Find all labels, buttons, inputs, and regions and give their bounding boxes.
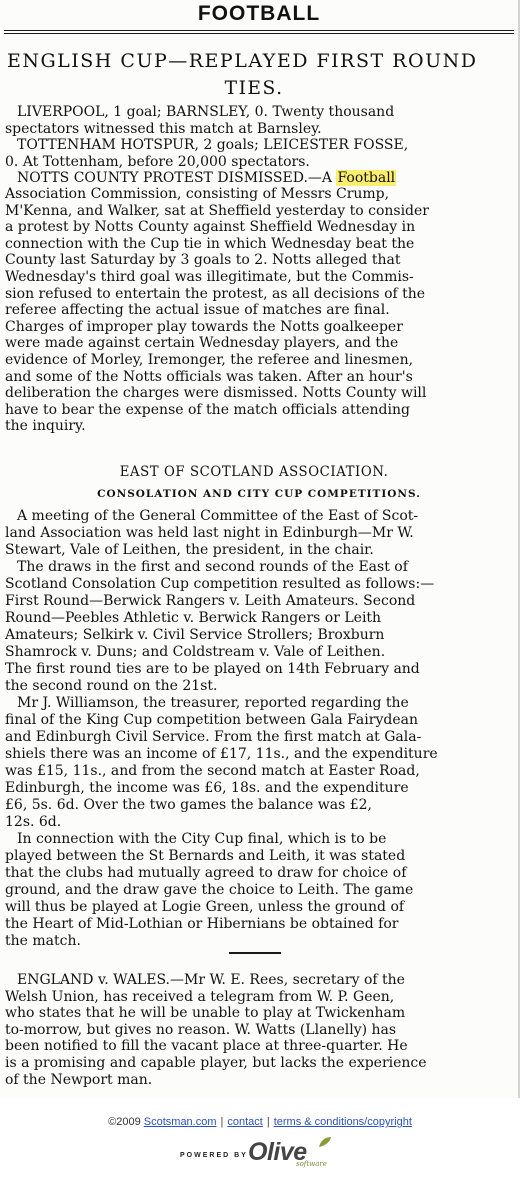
block-c-line: that the clubs had mutually agreed to draw for choice of — [5, 865, 407, 881]
block-c-line: Scotland Consolation Cup competition resulted as follows:— — [5, 576, 435, 592]
block-c-line: Amateurs; Selkirk v. Civil Service Strollers; Broxburn — [5, 627, 385, 643]
block-c-line: Shamrock v. Duns; and Coldstream v. Vale of Leithen. — [5, 644, 386, 660]
rule-top — [4, 30, 514, 31]
block-c-line: The first round ties are to be played on 14th February and — [5, 661, 420, 677]
terms-link[interactable]: terms & conditions/copyright — [273, 1116, 412, 1128]
main-heading-2: TIES. — [224, 77, 284, 99]
block-b-line: a protest by Notts County against Sheffield Wednesday in — [5, 219, 416, 236]
block-c-line: was £15, 11s., and from the second match at Easter Road, — [5, 763, 420, 779]
block-b-line: Association Commission, consisting of Messrs Crump, — [5, 186, 390, 202]
contact-link[interactable]: contact — [227, 1116, 263, 1128]
copyright-text: ©2009 — [108, 1116, 144, 1128]
block-c-line: In connection with the City Cup final, which is to be — [17, 831, 387, 847]
block-c-line: First Round—Berwick Rangers v. Leith Amateurs. Second — [5, 593, 416, 609]
main-heading: ENGLISH CUP—REPLAYED FIRST ROUND — [7, 50, 478, 72]
block-b-line: evidence of Morley, Iremonger, the referee and linesmen, — [5, 352, 414, 368]
block-b-line: the inquiry. — [5, 418, 86, 435]
block-c-line: played between the St Bernards and Leith, it was stated — [5, 848, 406, 864]
block-a-line: TOTTENHAM HOTSPUR, 2 goals; LEICESTER FOSSE, — [17, 137, 409, 153]
block-c-line: the second round on the 21st. — [5, 678, 218, 694]
block-b-line: Wednesday's third goal was illegitimate, but the Commis- — [5, 269, 414, 285]
separator: | — [220, 1116, 224, 1128]
notts-lead-line — [17, 170, 396, 186]
block-d-line: Welsh Union, has received a telegram from W. P. Geen, — [5, 988, 395, 1005]
leaf-icon — [318, 1136, 332, 1148]
highlighted-search-term: Football — [337, 170, 396, 186]
copyright-line — [0, 1116, 520, 1128]
block-b-line: deliberation the charges were dismissed. Notts County will — [5, 385, 427, 402]
block-b-line: referee affecting the actual issue of matches are final. — [5, 302, 390, 319]
block-b-line: Charges of improper play towards the Notts goalkeeper — [5, 318, 403, 335]
block-c-line: and Edinburgh Civil Service. From the first match at Gala- — [5, 729, 422, 745]
block-b-line: have to bear the expense of the match officials attending — [5, 401, 410, 418]
block-d-line: to-morrow, but gives no reason. W. Watts (Llanelly) has — [5, 1021, 397, 1038]
block-c-line: shiels there was an income of £17, 11s., and the expenditure — [5, 746, 438, 762]
block-c-line: Mr J. Williamson, the treasurer, reported regarding the — [17, 695, 409, 711]
block-c-line: Edinburgh, the income was £6, 18s. and the expenditure — [5, 780, 409, 796]
block-b-line: were made against certain Wednesday players, and the — [5, 335, 399, 352]
block-b-line: County last Saturday by 3 goals to 2. Notts alleged that — [5, 252, 401, 269]
block-a-line: spectators witnessed this match at Barnsley. — [5, 120, 322, 137]
block-c-line: the Heart of Mid-Lothian or Hibernians be obtained for — [5, 916, 399, 932]
block-c-line: will thus be played at Logie Green, unless the ground of — [5, 899, 405, 915]
block-d-line: of the Newport man. — [5, 1071, 153, 1088]
block-d-line: been notified to fill the vacant place at three-quarter. He — [5, 1038, 408, 1055]
block-a-line: LIVERPOOL, 1 goal; BARNSLEY, 0. Twenty thousand — [17, 104, 395, 120]
block-b-line: sion refused to entertain the protest, as all decisions of the — [5, 285, 426, 302]
block-b-line: connection with the Cup tie in which Wednesday beat the — [5, 235, 415, 252]
separator-2: | — [266, 1116, 270, 1128]
block-b-line: M'Kenna, and Walker, sat at Sheffield yesterday to consider — [5, 202, 429, 219]
block-c-line: The draws in the first and second rounds of the East of — [17, 559, 408, 575]
block-c-line: land Association was held last night in Edinburgh—Mr W. — [5, 525, 414, 541]
scotsman-link[interactable]: Scotsman.com — [143, 1116, 217, 1128]
section-title: FOOTBALL — [197, 2, 321, 25]
block-d-line: who states that he will be unable to play at Twickenham — [5, 1005, 406, 1022]
block-d-line: ENGLAND v. WALES.—Mr W. E. Rees, secretary of the — [17, 972, 405, 988]
site-footer — [0, 1098, 520, 1179]
section-divider — [229, 952, 281, 954]
block-b-line: and some of the Notts officials was taken. After an hour's — [5, 368, 413, 385]
powered-by-label: POWERED BY — [180, 1152, 248, 1159]
rule-top-2 — [4, 33, 514, 34]
block-c-line: the match. — [5, 933, 81, 949]
olive-software-subtext: software — [296, 1160, 327, 1168]
block-c-line: A meeting of the General Committee of the East of Scot- — [17, 508, 419, 524]
east-heading: EAST OF SCOTLAND ASSOCIATION. — [119, 464, 389, 480]
block-c-line: final of the King Cup competition between Gala Fairydean — [5, 712, 418, 728]
block-c-line: Stewart, Vale of Leithen, the president, in the chair. — [5, 542, 374, 558]
block-d-line: is a promising and capable player, but lacks the experience — [5, 1055, 427, 1071]
block-c-line: ground, and the draw gave the choice to Leith. The game — [5, 882, 414, 898]
notts-lead-text: NOTTS COUNTY PROTEST DISMISSED.—A — [17, 170, 337, 186]
block-a-line: 0. At Tottenham, before 20,000 spectators. — [5, 153, 310, 170]
block-c-line: £6, 5s. 6d. Over the two games the balance was £2, — [5, 797, 372, 813]
block-c-line: 12s. 6d. — [5, 814, 62, 830]
east-subheading: CONSOLATION AND CITY CUP COMPETITIONS. — [97, 488, 421, 500]
block-c-line: Round—Peebles Athletic v. Berwick Rangers or Leith — [5, 610, 382, 626]
olive-software-logo[interactable]: Olive — [248, 1138, 307, 1166]
